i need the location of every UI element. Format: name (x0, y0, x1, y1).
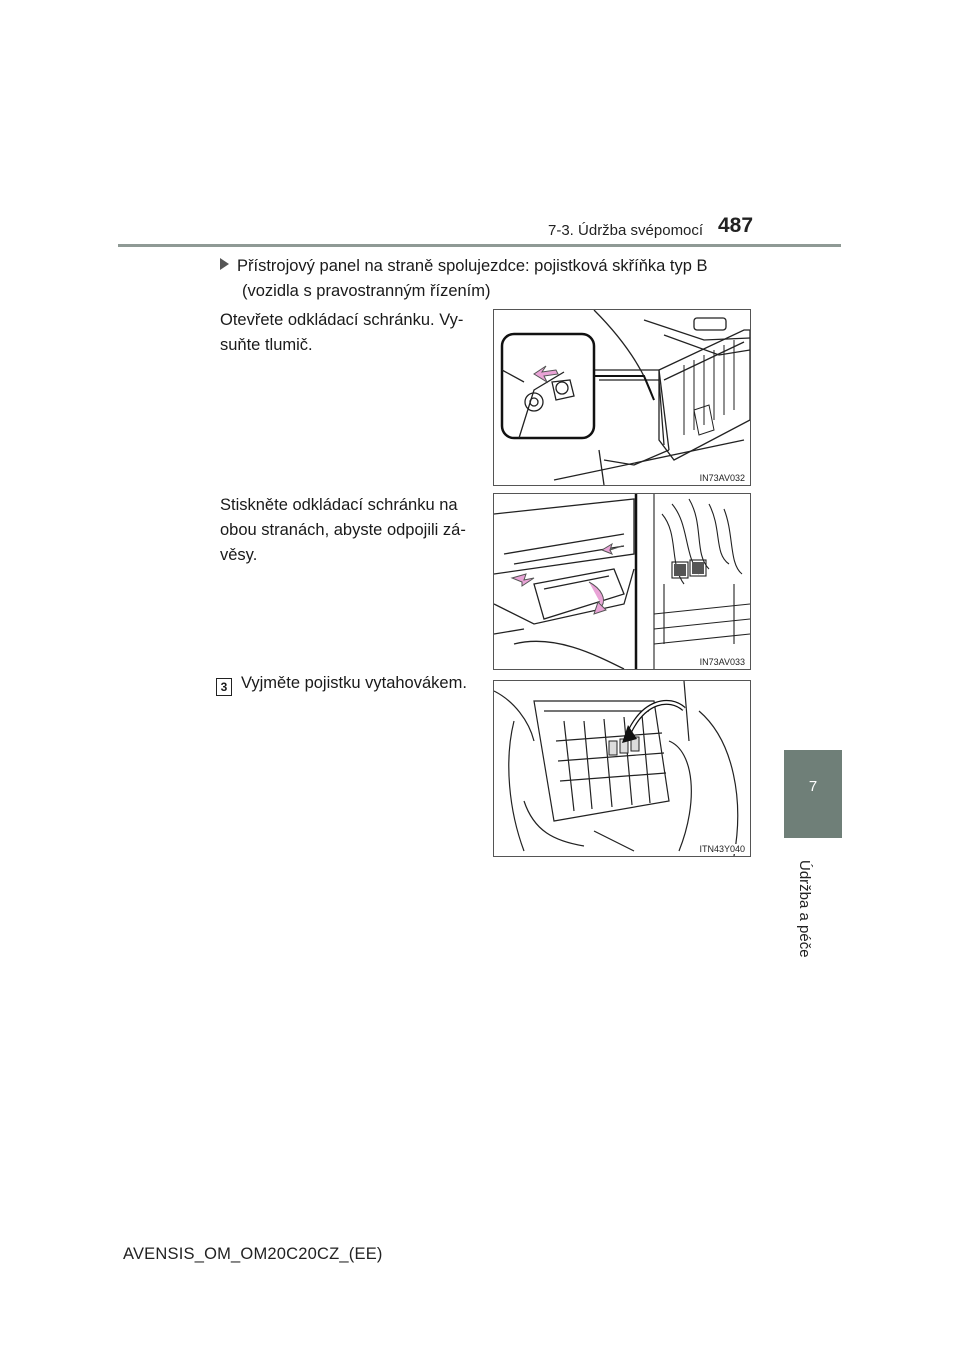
figure-code: IN73AV032 (699, 473, 745, 483)
chapter-label: Údržba a péče (796, 860, 813, 958)
figure-fuse-puller (493, 680, 751, 857)
chapter-number: 7 (808, 778, 818, 795)
glovebox-hinge-illustration-icon (494, 494, 750, 669)
section-title: 7-3. Údržba svépomocí (548, 222, 704, 239)
triangle-bullet-icon (220, 258, 229, 270)
step-1-line-1: Otevřete odkládací schránku. Vy- (220, 311, 464, 329)
step-1-line-2: suňte tlumič. (220, 336, 313, 354)
step-2-line-2: obou stranách, abyste odpojili zá- (220, 521, 466, 539)
step-1-text (220, 308, 476, 358)
chapter-tab (784, 750, 842, 838)
step-2-line-3: věsy. (220, 546, 258, 564)
step-2-text (220, 493, 476, 568)
glovebox-damper-illustration-icon (494, 310, 750, 485)
figure-code: IN73AV033 (699, 657, 745, 667)
figure-damper (493, 309, 751, 486)
bullet-line-2: (vozidla s pravostranným řízením) (242, 282, 491, 300)
bullet-line-1: Přístrojový panel na straně spolujezdce: pojistková skříňka typ B (237, 257, 708, 275)
fuse-puller-illustration-icon (494, 681, 750, 856)
header-rule (118, 244, 841, 247)
page-number: 487 (718, 214, 754, 237)
footer-model-code: AVENSIS_OM_OM20C20CZ_(EE) (123, 1245, 383, 1263)
step-2-line-1: Stiskněte odkládací schránku na (220, 496, 458, 514)
step-3-text: Vyjměte pojistku vytahovákem. (241, 674, 467, 692)
figure-code: ITN43Y040 (699, 844, 745, 854)
bullet-heading (220, 254, 760, 304)
step-number-badge: 3 (216, 678, 232, 696)
figure-hinges (493, 493, 751, 670)
